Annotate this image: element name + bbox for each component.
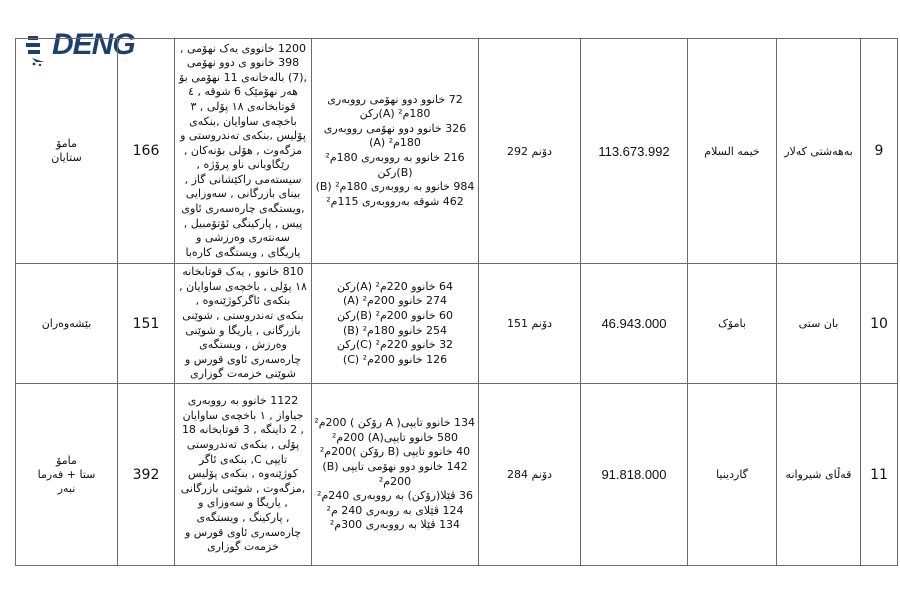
logo-text: DENG [52, 28, 135, 61]
services-line: شوێنی خزمەت گوزاری [190, 367, 296, 381]
services-line: پۆلی , بنکەی تەندروستی [186, 438, 300, 452]
units-line: (B)رکن [377, 165, 413, 179]
table-row [16, 39, 898, 264]
units-cell [312, 384, 479, 566]
services-line: تایپی C, بنکەی ئاگر [198, 452, 288, 466]
services-line: 1200 خانووی یەک نهۆمی , [180, 41, 306, 55]
services-line: چارەسەری ئاوی قورس و [184, 525, 302, 539]
row-number-cell: 9 [861, 39, 898, 264]
area-cell: 151 دۆنم [479, 264, 581, 384]
count-cell: 166 [118, 39, 175, 264]
units-line: 72 خانوو دوو نهۆمی رووبەری [327, 92, 463, 106]
area-cell: 284 دۆنم [479, 384, 581, 566]
price-cell: 91.818.000 [581, 384, 688, 566]
company-cell: گاردینیا [688, 384, 777, 566]
table-row [16, 384, 898, 566]
services-line: قوتابخانەی ١٨ پۆلی , ٣ [190, 99, 296, 113]
company-cell: خيمە السلام [688, 39, 777, 264]
units-line: 462 شوقە بەرووبەری 115م² [326, 194, 464, 208]
contractor-line: ستایان [51, 151, 82, 164]
contractor-line: نبەر [57, 481, 76, 495]
services-line: سەنتەری وەرزشی و [196, 231, 290, 245]
units-line: 274 خانوو 200م² (A) [342, 294, 448, 308]
contractor-cell [16, 39, 118, 264]
projects-table [15, 38, 898, 566]
units-line: 200م² [378, 474, 412, 488]
row-number-cell: 10 [861, 264, 898, 384]
company-cell: بامۆک [688, 264, 777, 384]
table-row [16, 264, 898, 384]
units-line: 126 خانوو 200م² (C) [342, 352, 448, 366]
contractor-line: مامۆ [56, 137, 77, 150]
price-cell: 113.673.992 [581, 39, 688, 264]
count-cell: 392 [118, 384, 175, 566]
row-number-cell: 11 [861, 384, 898, 566]
units-line: 32 خانوو 220م² (C)رکن [336, 338, 454, 352]
contractor-line: ستا + فەرما [37, 467, 96, 481]
units-line: 580 خانوو تایپی(A) 200م² [331, 430, 459, 444]
area-cell: 292 دۆنم [479, 39, 581, 264]
services-line: بنکەی تەندروستی , شوێنی [182, 308, 304, 322]
services-line: 810 خانوو , یەک قوتابخانە [182, 265, 304, 279]
units-line: 180م² (A)رکن [359, 107, 431, 121]
services-line: , پارکینگ , ویستگەی [196, 510, 290, 524]
services-line: , 2 داینگە , 3 قوتابخانە 18 [181, 423, 305, 437]
services-line: , یاریگا و سەوزای و [198, 496, 288, 510]
services-line: بنکەی ئاگرکوژێنەوە , [195, 294, 291, 308]
units-line: 216 خانوو بە رووبەری 180م² [325, 151, 465, 164]
project-cell: قەڵای شیروانە [777, 384, 861, 566]
contractor-line: مامۆ [56, 453, 77, 467]
services-line: ,(7) بالەخانەی 11 نهۆمی بۆ [178, 70, 308, 84]
services-line: پۆلیس ,بنکەی تەندروستی و [180, 129, 306, 143]
units-line: 124 ڤێلای بە روبەری 240 م² [326, 503, 464, 517]
services-line: رێگاوبانی ناو پرۆژە , [196, 158, 290, 172]
units-line: 40 خانوو تایپی (B رۆکن )200م² [319, 445, 471, 459]
services-line: سیستەمی راکێشانی گاز , [184, 172, 302, 186]
units-line: 984 خانوو بە رووبەری 180م² (B) [315, 180, 475, 194]
units-line: 180م² (A) [369, 136, 421, 150]
services-line: پیس , پارکینگی ئۆتۆمبیل , [183, 216, 303, 230]
project-cell: بان ستی [777, 264, 861, 384]
units-cell [312, 264, 479, 384]
contractor-cell [16, 384, 118, 566]
services-cell [175, 39, 312, 264]
services-cell [175, 384, 312, 566]
services-line: ,ویستگەی چارەسەری ئاوی [181, 202, 305, 216]
services-line: جیاواز , ١ باخچەی ساوایان [182, 408, 304, 422]
services-line: وەرزش , ویستگەی [199, 338, 287, 352]
services-cell [175, 264, 312, 384]
services-line: کوژێنەوە , بنکەی پۆلیس [188, 467, 298, 481]
services-line: بازرگانی , یاریگا و شوێنی [185, 323, 301, 337]
units-cell [312, 39, 479, 264]
units-line: 326 خانوو دوو نهۆمی رووبەری [323, 121, 467, 135]
services-line: ,مزگەوت , شوێنی بازرگانی [180, 481, 306, 495]
services-line: بینای بازرگانی , سەوزایی [185, 187, 301, 201]
services-line: ١٨ پۆلی , باخچەی ساوایان , [179, 279, 307, 293]
units-line: 134 ڤێلا بە رووبەری 300م² [329, 518, 461, 532]
contractor-line: بێشەوەران [41, 316, 92, 330]
units-line: 60 خانوو 200م² (B)رکن [337, 308, 453, 322]
units-line: 134 خانوو تایپی( A رۆکن ) 200م² [314, 416, 475, 430]
services-line: یاریگای , ویستگەی کارەبا [185, 245, 301, 259]
services-line: باخچەی ساوایان ,بنکەی [189, 114, 297, 128]
services-line: خزمەت گوزاری [207, 540, 279, 554]
units-line: 64 خانوو 220م² (A)رکن [337, 279, 453, 293]
units-line: 36 ڤێلا(رۆکن) بە رووبەری 240م² [317, 489, 473, 503]
services-line: 1122 خانوو بە رووبەری [187, 394, 299, 408]
contractor-cell [16, 264, 118, 384]
units-line: 254 خانوو 180م² (B) [342, 323, 448, 337]
services-line: چارەسەری ئاوی قورس و [184, 352, 302, 366]
services-line: هەر نهۆمێک 6 شوقە , ٤ [188, 85, 298, 99]
project-cell: بەهەشتی کەلار [777, 39, 861, 264]
services-line: مزگەوت , هۆلی بۆنەکان , [183, 143, 303, 157]
price-cell: 46.943.000 [581, 264, 688, 384]
units-line: 142 خانوو دوو نهۆمی تایپی (B) [322, 459, 468, 473]
services-line: 398 خانوو ی دوو نهۆمی [186, 56, 300, 70]
count-cell: 151 [118, 264, 175, 384]
